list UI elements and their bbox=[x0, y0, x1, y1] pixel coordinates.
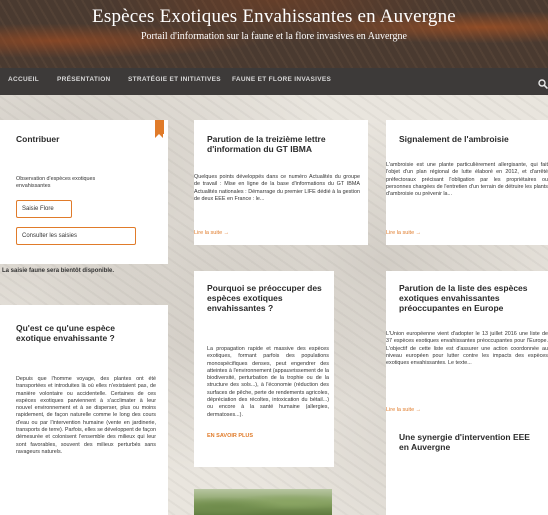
contribuer-title: Contribuer bbox=[16, 134, 60, 144]
definition-title[interactable]: Qu'est ce qu'une espèce exotique envahissante ? bbox=[16, 323, 115, 343]
read-more-link[interactable]: Lire la suite → bbox=[386, 230, 422, 236]
read-more-link[interactable]: Lire la suite → bbox=[194, 230, 230, 236]
article-title[interactable]: Une synergie d'intervention EEE en Auvergne bbox=[399, 432, 530, 452]
article-title[interactable]: Parution de la treizième lettre d'information du GT IBMA bbox=[207, 134, 326, 154]
article-excerpt: Quelques points développés dans ce numéro Actualités du groupe de travail : Mise en ligne de la base d'informations du GT IBMA Actualités nationales : Démarrage du premier LIFE dédié à la gestion de deux EEE en France : le... bbox=[194, 174, 360, 202]
article-card-pourquoi bbox=[194, 271, 334, 467]
contribuer-card bbox=[0, 120, 168, 264]
bookmark-icon bbox=[155, 120, 164, 134]
read-more-link[interactable]: Lire la suite → bbox=[386, 407, 422, 413]
nav-item-faune-flore[interactable]: FAUNE ET FLORE INVASIVES bbox=[232, 76, 332, 83]
site-title[interactable]: Espèces Exotiques Envahissantes en Auvergne bbox=[92, 6, 456, 27]
article-title[interactable]: Parution de la liste des espèces exotiques envahissantes préoccupantes en Europe bbox=[399, 283, 528, 313]
article-card-gt-ibma bbox=[194, 120, 368, 245]
article-card-ambroisie bbox=[386, 120, 548, 245]
article-excerpt: La propagation rapide et massive des espèces exotiques, formant parfois des populations monospécifiques denses, peut engendrer des atteintes à l'environnement (appauvrissement de la biodiversité, perturbation de la trophie ou de la structure des sols...), à l'économie (réduction des surfaces de pêche, perte de rendements agricoles, dépréciation des récoltes, intoxication du bétail...) ou encore à la santé humaine (allergies, dermatoses...). bbox=[207, 346, 329, 418]
article-title[interactable]: Signalement de l'ambroisie bbox=[399, 134, 509, 144]
nav-item-strategie[interactable]: STRATÉGIE ET INITIATIVES bbox=[128, 76, 221, 83]
definition-card bbox=[0, 305, 168, 515]
article-card-synergie bbox=[386, 422, 548, 515]
search-icon[interactable] bbox=[538, 76, 548, 86]
saisie-flore-button[interactable]: Saisie Flore bbox=[16, 200, 72, 218]
en-savoir-plus-link[interactable]: EN SAVOIR PLUS bbox=[207, 433, 254, 439]
consulter-saisies-button[interactable]: Consulter les saisies bbox=[16, 227, 136, 245]
nav-item-accueil[interactable]: ACCUEIL bbox=[8, 76, 39, 83]
article-title[interactable]: Pourquoi se préoccuper des espèces exotiques envahissantes ? bbox=[207, 283, 322, 313]
definition-text: Depuis que l'homme voyage, des plantes ont été transportées et introduites là où elles n'existaient pas, de manière volontaire ou accidentelle. Certaines de ces espèces exotiques parviennent à s'acclimater à leur nouvel environnement et à se disperser, plus ou moins rapidement, de façon naturelle comme le long des cours d'eau ou par l'intervention humaine (vente en jardinerie, transports de terre). Parfois, elles se développent de façon démesurée et colonisent l'ensemble des milieux qui leur sont favorables, souvent des milieux perturbés sans ravageurs naturels. bbox=[16, 376, 156, 455]
article-card-liste-europe bbox=[386, 271, 548, 426]
contribuer-text: Observation d'espèces exotiques envahissantes bbox=[16, 176, 96, 190]
site-subtitle: Portail d'information sur la faune et la flore invasives en Auvergne bbox=[141, 31, 407, 42]
article-photo bbox=[194, 489, 332, 515]
main-nav bbox=[0, 68, 548, 95]
article-excerpt: L'Union européenne vient d'adopter le 13 juillet 2016 une liste de 37 espèces exotiques envahissantes préoccupantes pour l'Europe. L'objectif de cette liste est d'assurer une action coordonnée au niveau européen pour lutter contre les impacts des espèces exotiques envahissantes. Le texte... bbox=[386, 331, 548, 367]
site-header bbox=[0, 0, 548, 68]
saisie-faune-note: La saisie faune sera bientôt disponible. bbox=[2, 268, 115, 274]
article-excerpt: L'ambroisie est une plante particulièrement allergisante, qui fait l'objet d'un plan régional de lutte élaboré en 2012, et d'arrêté préfectoraux précisant l'obligation par les propriétaires ou personnes chargées de l'entretien d'un terrain de détruire les plants d'ambroisie ou prévenir la... bbox=[386, 162, 548, 198]
nav-item-presentation[interactable]: PRÉSENTATION bbox=[57, 76, 111, 83]
